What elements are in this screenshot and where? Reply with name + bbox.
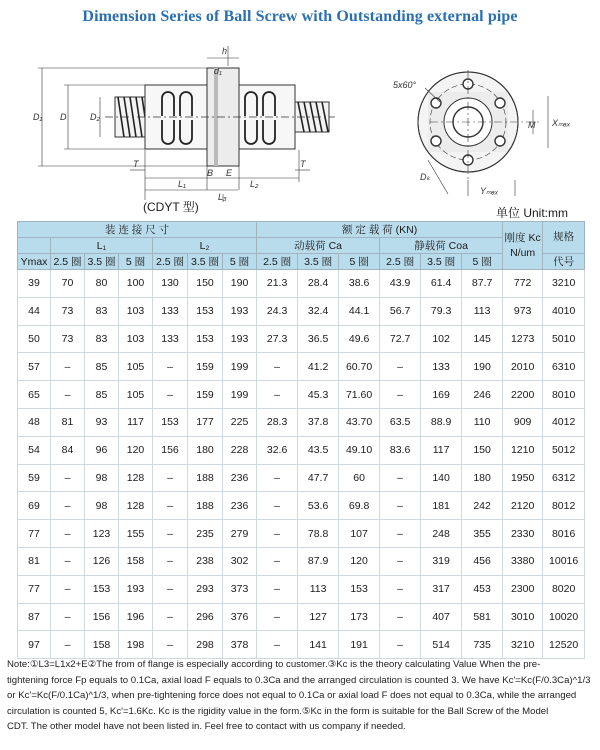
sub-header: 2.5 圈 [257,254,298,270]
table-cell: 24.3 [257,297,298,325]
table-row [18,575,585,603]
table-cell: – [257,464,298,492]
table-cell: 2010 [503,353,543,381]
table-cell: 60.70 [339,353,380,381]
table-cell: – [51,381,85,409]
table-body [18,270,585,659]
table-cell: – [51,492,85,520]
table-cell: 72.7 [380,325,421,353]
table-cell: 28.3 [257,408,298,436]
table-cell: 4010 [543,297,585,325]
sub-header: 2.5 圈 [153,254,188,270]
table-cell: – [51,353,85,381]
table-cell: 73 [51,325,85,353]
table-cell: 100 [119,270,153,298]
table-cell: 93 [85,408,119,436]
header-rigidity: 刚度 Kc N/um [503,222,543,270]
table-cell: 5012 [543,436,585,464]
table-cell: 38.6 [339,270,380,298]
table-cell: 6310 [543,353,585,381]
table-cell: 140 [421,464,462,492]
table-cell: 44 [18,297,51,325]
table-cell: 150 [462,436,503,464]
note-line-5: CDT. The other model have not been listed in. Feel free to contact with us company if needed. [7,721,406,733]
table-cell: 96 [85,436,119,464]
table-cell: – [380,575,421,603]
label-T-left: T [133,159,139,169]
table-cell: 159 [188,381,223,409]
table-cell: 188 [188,492,223,520]
table-cell: 158 [119,547,153,575]
table-row [18,603,585,631]
table-cell: 453 [462,575,503,603]
table-row [18,408,585,436]
table-cell: 105 [119,381,153,409]
table-row [18,381,585,409]
table-cell: 133 [153,325,188,353]
table-cell: 128 [119,492,153,520]
table-cell: 199 [223,381,257,409]
table-cell: 735 [462,631,503,659]
table-cell: 373 [223,575,257,603]
table-cell: 145 [462,325,503,353]
table-cell: 49.10 [339,436,380,464]
table-cell: – [257,381,298,409]
sub-header: 3.5 圈 [298,254,339,270]
sub-header: 2.5 圈 [51,254,85,270]
table-cell: 193 [223,297,257,325]
table-cell: 98 [85,464,119,492]
table-cell: 128 [119,464,153,492]
table-cell: 355 [462,520,503,548]
note-line-4: circulation is counted 5, Kc'=1.6Kc. Kc is the rigidity value in the form.⑤Kc in the form is suitable for the Ball Screw of the Model [7,705,549,717]
table-cell: 87.9 [298,547,339,575]
table-cell: – [257,603,298,631]
table-cell: 61.4 [421,270,462,298]
table-cell: – [380,520,421,548]
table-cell: – [380,631,421,659]
table-cell: – [257,492,298,520]
table-cell: 105 [119,353,153,381]
table-row [18,547,585,575]
table-cell: 3010 [503,603,543,631]
label-angle: 5x60° [393,80,417,90]
table-cell: 2330 [503,520,543,548]
table-cell: 296 [188,603,223,631]
table-cell: 6312 [543,464,585,492]
sub-header: 代号 [543,254,585,270]
table-cell: 173 [339,603,380,631]
table-cell: 1950 [503,464,543,492]
label-L1: L₁ [178,179,186,189]
table-cell: 169 [421,381,462,409]
table-cell: 54 [18,436,51,464]
table-cell: 43.70 [339,408,380,436]
table-cell: 153 [85,575,119,603]
table-cell: 117 [421,436,462,464]
table-cell: 85 [85,381,119,409]
header-spec: 规格 [543,222,585,254]
table-cell: 113 [298,575,339,603]
sub-header: 5 圈 [339,254,380,270]
table-cell: – [153,631,188,659]
table-cell: – [380,603,421,631]
table-cell: – [153,547,188,575]
table-cell: 158 [85,631,119,659]
side-view [38,46,335,202]
table-row [18,270,585,298]
table-cell: 150 [188,270,223,298]
label-D1: D₁ [33,112,43,122]
ball-screw-drawing [0,30,600,218]
label-Xmax: Xₘₐₓ [552,118,571,128]
table-cell: 191 [339,631,380,659]
table-cell: 65 [18,381,51,409]
table-cell: 8010 [543,381,585,409]
table-cell: 47.7 [298,464,339,492]
label-E: E [226,168,233,178]
label-L3: L₃ [218,192,227,202]
table-row [18,631,585,659]
label-Ymax: Yₘₐₓ [480,186,499,196]
label-Dk: Dₖ [420,172,431,182]
table-cell: – [153,492,188,520]
note-line-2: tightening force Fp equals to 0.1Ca, axial load F equals to 0.3Ca and the arranged circulation is counted 3. We have Kc'=Kc(F/0.3Ca)^1/3 [7,674,591,686]
table-cell: 188 [188,464,223,492]
table-cell: 120 [339,547,380,575]
table-cell: 71.60 [339,381,380,409]
table-cell: 8020 [543,575,585,603]
table-cell: – [257,353,298,381]
table-cell: 43.9 [380,270,421,298]
dimension-table [17,221,585,659]
front-view [418,70,548,196]
table-cell: – [257,575,298,603]
sub-header-row [18,254,585,270]
table-cell: 117 [119,408,153,436]
sub-header: 5 圈 [223,254,257,270]
table-row [18,436,585,464]
table-cell: 69.8 [339,492,380,520]
table-cell: 43.5 [298,436,339,464]
page-title: Dimension Series of Ball Screw with Outstanding external pipe [82,8,518,25]
table-cell: 50 [18,325,51,353]
table-cell: 44.1 [339,297,380,325]
table-cell: – [153,381,188,409]
model-label: (CDYT 型) [143,200,199,214]
table-cell: 32.4 [298,297,339,325]
table-cell: 103 [119,325,153,353]
table-cell: – [51,547,85,575]
table-cell: 772 [503,270,543,298]
table-cell: 79.3 [421,297,462,325]
table-cell: 73 [51,297,85,325]
table-cell: 242 [462,492,503,520]
table-cell: 581 [462,603,503,631]
header-blank [18,238,51,254]
sub-header: 2.5 圈 [380,254,421,270]
table-cell: 88.9 [421,408,462,436]
table-cell: – [51,631,85,659]
table-cell: 153 [188,297,223,325]
table-cell: 41.2 [298,353,339,381]
table-cell: 248 [421,520,462,548]
table-cell: 2300 [503,575,543,603]
table-cell: 159 [188,353,223,381]
table-cell: 120 [119,436,153,464]
table-cell: 153 [188,325,223,353]
table-cell: 156 [85,603,119,631]
table-cell: 190 [223,270,257,298]
table-cell: – [153,464,188,492]
header-static-load: 静载荷 Coa [380,238,503,254]
table-cell: 279 [223,520,257,548]
table-cell: 236 [223,464,257,492]
note-line-3: or Kc'=Kc(F/0.1Ca)^1/3, when pre-tightening force does not equal to 0.1Ca or axial load F does not equal to 0.3Ca, while the arranged [7,690,577,702]
table-cell: 199 [223,353,257,381]
table-cell: 973 [503,297,543,325]
table-cell: 80 [85,270,119,298]
table-row [18,520,585,548]
table-cell: – [257,631,298,659]
table-cell: – [153,520,188,548]
table-cell: 5010 [543,325,585,353]
table-cell: 57 [18,353,51,381]
table-cell: 133 [421,353,462,381]
table-cell: 514 [421,631,462,659]
header-L1: L₁ [51,238,153,254]
table-cell: – [51,575,85,603]
table-row [18,464,585,492]
table-row [18,325,585,353]
table-cell: 3210 [543,270,585,298]
table-cell: – [51,603,85,631]
table-cell: 909 [503,408,543,436]
label-D: D [60,112,67,122]
table-cell: 180 [188,436,223,464]
table-cell: 12520 [543,631,585,659]
table-cell: 177 [188,408,223,436]
table-cell: 2200 [503,381,543,409]
table-cell: 83.6 [380,436,421,464]
table-cell: – [380,547,421,575]
table-cell: 32.6 [257,436,298,464]
table-cell: 56.7 [380,297,421,325]
table-cell: 141 [298,631,339,659]
table-cell: 28.4 [298,270,339,298]
table-cell: 225 [223,408,257,436]
header-L2: L₂ [153,238,257,254]
table-cell: 180 [462,464,503,492]
label-h: h [222,46,228,56]
table-cell: 2120 [503,492,543,520]
table-cell: 155 [119,520,153,548]
header-rated-load: 额 定 载 荷 (KN) [257,222,503,238]
label-T-right: T [300,159,306,169]
table-cell: 87.7 [462,270,503,298]
label-D2: D₂ [90,112,100,122]
unit-label: 单位 Unit:mm [495,206,568,220]
table-cell: 113 [462,297,503,325]
table-cell: 407 [421,603,462,631]
table-row [18,492,585,520]
table-cell: 1210 [503,436,543,464]
sub-header: 3.5 圈 [188,254,223,270]
table-cell: – [153,575,188,603]
table-cell: 8012 [543,492,585,520]
table-cell: 69 [18,492,51,520]
table-cell: – [153,353,188,381]
sub-header: 5 圈 [119,254,153,270]
table-cell: 48 [18,408,51,436]
table-cell: 196 [119,603,153,631]
table-cell: 107 [339,520,380,548]
table-cell: 156 [153,436,188,464]
table-row [18,297,585,325]
table-cell: – [380,492,421,520]
table-cell: 81 [51,408,85,436]
table-cell: 84 [51,436,85,464]
table-cell: 77 [18,575,51,603]
table-cell: 298 [188,631,223,659]
table-cell: 37.8 [298,408,339,436]
table-cell: 59 [18,464,51,492]
table-cell: 78.8 [298,520,339,548]
sub-header: 3.5 圈 [421,254,462,270]
label-B: B [207,168,214,178]
table-cell: 228 [223,436,257,464]
table-cell: 238 [188,547,223,575]
sub-header: 3.5 圈 [85,254,119,270]
table-cell: 1273 [503,325,543,353]
table-cell: 3210 [503,631,543,659]
table-row [18,353,585,381]
header-connection-dimensions: 装 连 接 尺 寸 [18,222,257,238]
table-cell: 293 [188,575,223,603]
table-cell: – [380,464,421,492]
table-cell: 236 [223,492,257,520]
sub-header: Ymax [18,254,51,270]
table-cell: 3380 [503,547,543,575]
table-cell: 102 [421,325,462,353]
table-cell: 319 [421,547,462,575]
table-cell: – [380,353,421,381]
table-cell: 153 [339,575,380,603]
table-cell: 10020 [543,603,585,631]
table-cell: 83 [85,325,119,353]
table-cell: 97 [18,631,51,659]
table-cell: 70 [51,270,85,298]
table-cell: 10016 [543,547,585,575]
table-cell: 77 [18,520,51,548]
table-cell: 456 [462,547,503,575]
table-cell: 60 [339,464,380,492]
label-L2: L₂ [250,179,259,189]
table-cell: 87 [18,603,51,631]
table-cell: 133 [153,297,188,325]
label-M: M [528,120,536,130]
table-cell: 193 [119,575,153,603]
table-cell: 130 [153,270,188,298]
table-cell: 198 [119,631,153,659]
table-cell: 126 [85,547,119,575]
table-cell: 45.3 [298,381,339,409]
table-cell: 153 [153,408,188,436]
sub-header: 5 圈 [462,254,503,270]
table-cell: 376 [223,603,257,631]
table-cell: – [153,603,188,631]
table-cell: 81 [18,547,51,575]
table-cell: 4012 [543,408,585,436]
table-cell: – [380,381,421,409]
table-cell: 302 [223,547,257,575]
label-d1: d₁ [214,66,222,76]
table-cell: 127 [298,603,339,631]
table-cell: – [257,520,298,548]
table-cell: 8016 [543,520,585,548]
table-cell: 235 [188,520,223,548]
table-cell: 317 [421,575,462,603]
header-dynamic-load: 动载荷 Ca [257,238,380,254]
table-cell: 98 [85,492,119,520]
table-cell: – [51,520,85,548]
table-cell: – [51,464,85,492]
table-cell: 85 [85,353,119,381]
table-cell: 110 [462,408,503,436]
table-cell: 181 [421,492,462,520]
table-cell: 63.5 [380,408,421,436]
table-cell: 39 [18,270,51,298]
table-cell: 123 [85,520,119,548]
table-cell: 83 [85,297,119,325]
table-cell: 27.3 [257,325,298,353]
table-cell: 378 [223,631,257,659]
table-cell: 49.6 [339,325,380,353]
table-cell: – [257,547,298,575]
table-cell: 193 [223,325,257,353]
table-cell: 36.5 [298,325,339,353]
note-line-1: Note:①L3=L1x2+E②The from of flange is especially according to customer.③Kc is the theory calculating Value When the pre- [7,659,541,670]
table-cell: 53.6 [298,492,339,520]
table-cell: 190 [462,353,503,381]
table-cell: 21.3 [257,270,298,298]
footnote [7,657,595,735]
table-cell: 103 [119,297,153,325]
table-cell: 246 [462,381,503,409]
